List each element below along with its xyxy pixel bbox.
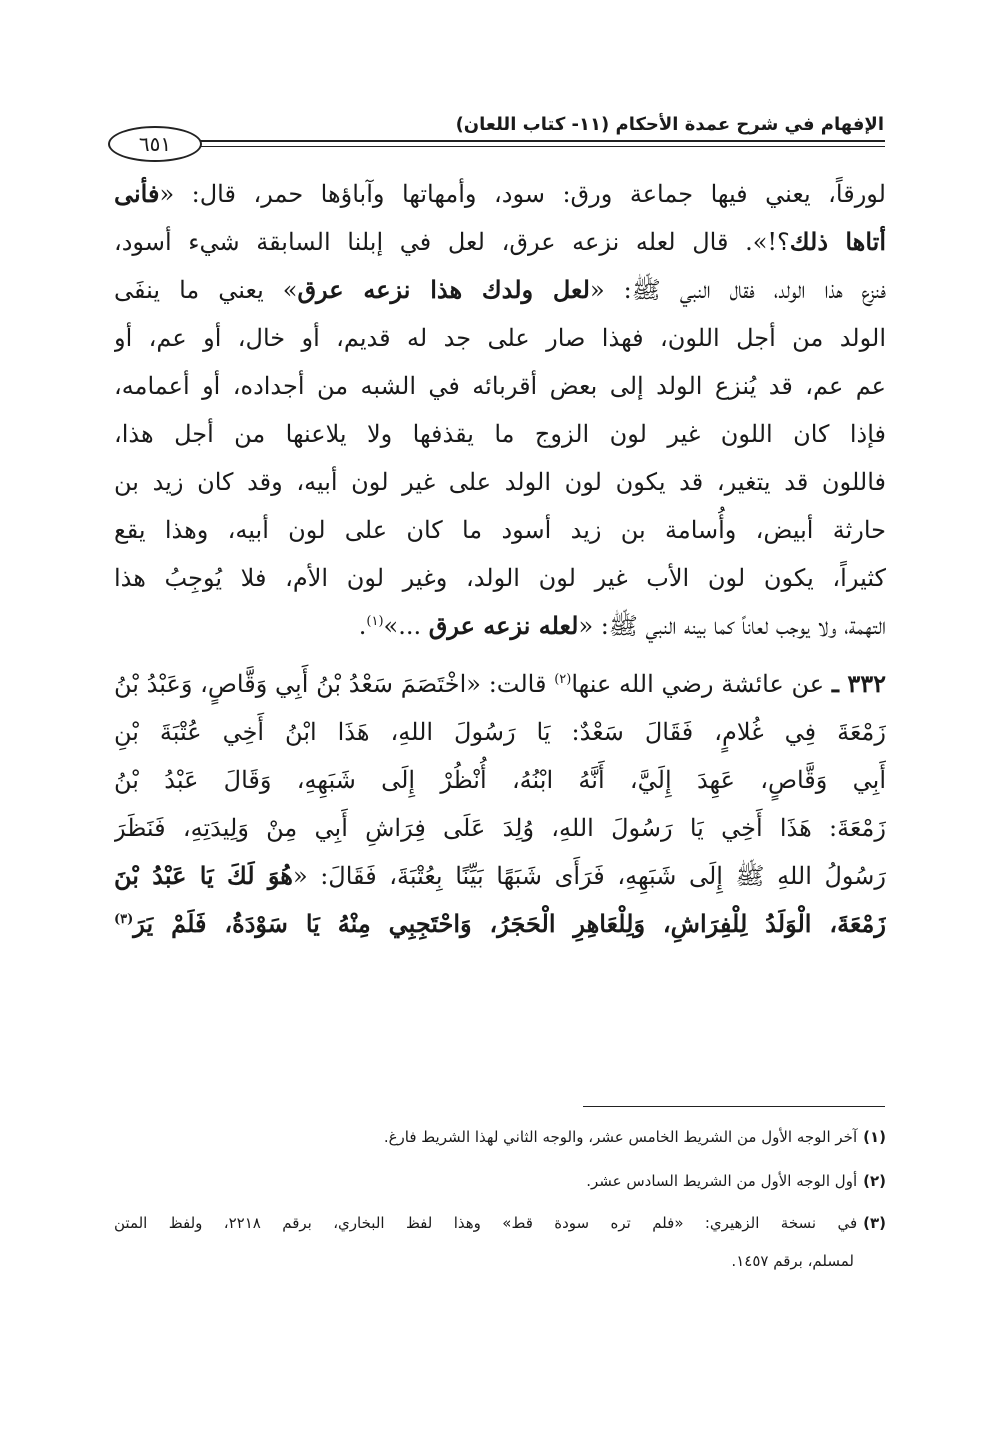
- text-line-9: كثيراً، يكون لون الأب غير لون الولد، وغير لون الأم، فلا يُوجِبُ هذا: [114, 564, 886, 592]
- text-line-6: فإذا كان اللون غير لون الزوج ما يقذفها ولا يلاعنها من أجل هذا،: [114, 420, 886, 448]
- text-line-1: [114, 170, 886, 218]
- hadith-line-4: زَمْعَةَ: هَذَا أَخِي يَا رَسُولَ اللهِ، وُلِدَ عَلَى فِرَاشِ أَبِي مِنْ وَلِيدَتِهِ، فَنَظَرَ: [114, 814, 886, 842]
- bold-text: أتاها ذلك: [789, 227, 886, 256]
- footnote-text: في نسخة الزهيري: «فلم تره سودة قط» وهذا لفظ البخاري، برقم ٢٢١٨، ولفظ المتن: [114, 1214, 858, 1232]
- hadith-line-1: [114, 660, 886, 708]
- text-line-8: حارثة أبيض، وأُسامة بن زيد أسود ما كان على لون أبيه، وهذا يقع: [114, 516, 886, 544]
- hadith-line-5: [114, 852, 886, 900]
- footnote-2: [114, 1166, 886, 1196]
- text-line-4: الولد من أجل اللون، فهذا صار على جد له قديم، أو خال، أو عم، أو: [114, 324, 886, 352]
- footnote-rule: [583, 1106, 885, 1107]
- hadith-line-3: أَبِي وَقَّاصٍ، عَهِدَ إِلَيَّ، أَنَّهُ ابْنُهُ، أُنْظُرْ إِلَى شَبَهِهِ، وَقَالَ عَبْدُ بْنُ: [114, 766, 886, 794]
- footnote-number: (٣): [863, 1214, 886, 1232]
- hadith-line-6: [114, 900, 886, 948]
- header-rule: [200, 140, 885, 142]
- bold-text: لعله نزعه عرق: [428, 611, 579, 640]
- hadith-number: ٣٣٢ ـ: [831, 669, 886, 698]
- header-rule-thin: [200, 146, 885, 147]
- footnote-ref: (٣): [114, 912, 134, 927]
- bold-text: فأنى: [114, 179, 160, 208]
- text-span: قالت: «اخْتَصَمَ سَعْدُ بْنُ أَبِي وَقَّاصٍ، وَعَبْدُ بْنُ: [114, 670, 555, 698]
- hadith-line-2: زَمْعَةَ فِي غُلامٍ، فَقَالَ سَعْدٌ: يَا رَسُولَ اللهِ، هَذَا ابْنُ أَخِي عُتْبَةَ بْنِ: [114, 718, 886, 746]
- page-number: ٦٥١: [108, 126, 202, 162]
- footnote-3-continued: [112, 1246, 884, 1276]
- text-line-3: [114, 266, 886, 314]
- text-span: ؟!». قال لعله نزعه عرق، لعل في إبلنا السابقة شيء أسود،: [114, 228, 790, 256]
- text-span: التهمة، ولا يوجب لعاناً كما بينه النبي ﷺ: «: [578, 612, 886, 640]
- text-span: ...»: [383, 612, 429, 640]
- footnote-1: [114, 1122, 886, 1152]
- footnote-3: [114, 1208, 886, 1238]
- footnote-text: لمسلم، برقم ١٤٥٧.: [731, 1252, 854, 1270]
- footnote-text: أول الوجه الأول من الشريط السادس عشر.: [586, 1172, 858, 1190]
- running-title: الإفهام في شرح عمدة الأحكام (١١- كتاب اللعان): [455, 114, 884, 135]
- bold-text: زَمْعَةَ، الْوَلَدُ لِلْفِرَاشِ، وَلِلْعَاهِرِ الْحَجَرُ، وَاحْتَجِبِي مِنْهُ يَا سَوْدَةُ، فَلَمْ يَرَ: [133, 909, 886, 938]
- text-line-2: [114, 218, 886, 266]
- footnote-number: (٢): [863, 1172, 886, 1190]
- text-span: فنزع هذا الولد، فقال النبي ﷺ: «: [589, 276, 886, 304]
- text-span: لورقاً، يعني فيها جماعة ورق: سود، وأمهاتها وآباؤها حمر، قال: «: [159, 180, 886, 208]
- text-span: رَسُولُ اللهِ ﷺ إِلَى شَبَهِهِ، فَرَأَى شَبَهًا بَيِّنًا بِعُتْبَةَ، فَقَالَ: «: [292, 862, 886, 890]
- footnote-ref: (١): [366, 614, 384, 629]
- bold-text: هُوَ لَكَ يَا عَبْدُ بْنَ: [114, 861, 293, 890]
- text-span: .: [358, 612, 367, 640]
- bold-text: لعل ولدك هذا نزعه عرق: [297, 275, 590, 304]
- footnote-ref: (٢): [554, 672, 572, 687]
- footnote-text: آخر الوجه الأول من الشريط الخامس عشر، والوجه الثاني لهذا الشريط فارغ.: [383, 1128, 858, 1146]
- footnote-number: (١): [863, 1128, 886, 1146]
- text-line-5: عم عم، قد يُنزع الولد إلى بعض أقربائه في الشبه من أجداده، أو أعمامه،: [114, 372, 886, 400]
- text-line-7: فاللون قد يتغير، قد يكون لون الولد على غير لون أبيه، وقد كان زيد بن: [114, 468, 886, 496]
- text-line-10: [114, 602, 886, 650]
- text-span: عن عائشة رضي الله عنها: [571, 670, 825, 698]
- text-span: » يعني ما ينفَى: [114, 276, 298, 304]
